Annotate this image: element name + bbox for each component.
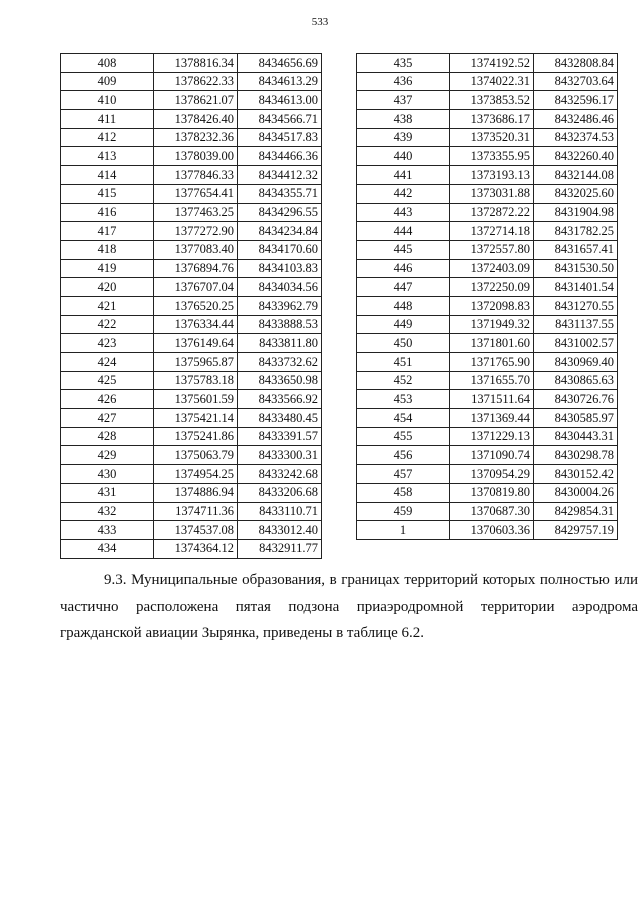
y-coordinate-cell: 8434566.71	[238, 110, 322, 129]
point-number-cell: 423	[61, 334, 154, 353]
x-coordinate-cell: 1370954.29	[450, 465, 534, 484]
table-row	[357, 315, 618, 334]
x-coordinate-cell: 1377272.90	[154, 222, 238, 241]
x-coordinate-cell: 1371655.70	[450, 371, 534, 390]
x-coordinate-cell: 1374364.12	[154, 539, 238, 558]
x-coordinate-cell: 1376707.04	[154, 278, 238, 297]
y-coordinate-cell: 8430152.42	[534, 465, 618, 484]
x-coordinate-cell: 1374537.08	[154, 521, 238, 540]
table-row	[357, 409, 618, 428]
y-coordinate-cell: 8433206.68	[238, 483, 322, 502]
table-row	[61, 222, 322, 241]
y-coordinate-cell: 8431904.98	[534, 203, 618, 222]
point-number-cell: 413	[61, 147, 154, 166]
page-number: 533	[311, 16, 329, 28]
table-row	[61, 296, 322, 315]
table-row	[357, 521, 618, 540]
table-row	[61, 371, 322, 390]
x-coordinate-cell: 1378426.40	[154, 110, 238, 129]
point-number-cell: 428	[61, 427, 154, 446]
y-coordinate-cell: 8430443.31	[534, 427, 618, 446]
y-coordinate-cell: 8434234.84	[238, 222, 322, 241]
point-number-cell: 452	[357, 371, 450, 390]
table-row	[61, 483, 322, 502]
point-number-cell: 1	[357, 521, 450, 540]
table-row	[61, 259, 322, 278]
x-coordinate-cell: 1371801.60	[450, 334, 534, 353]
x-coordinate-cell: 1373193.13	[450, 166, 534, 185]
table-row	[357, 502, 618, 521]
y-coordinate-cell: 8432025.60	[534, 184, 618, 203]
y-coordinate-cell: 8434034.56	[238, 278, 322, 297]
x-coordinate-cell: 1375965.87	[154, 353, 238, 372]
x-coordinate-cell: 1370687.30	[450, 502, 534, 521]
table-body	[357, 54, 618, 540]
point-number-cell: 410	[61, 91, 154, 110]
x-coordinate-cell: 1373853.52	[450, 91, 534, 110]
x-coordinate-cell: 1370819.80	[450, 483, 534, 502]
table-row	[357, 483, 618, 502]
y-coordinate-cell: 8434355.71	[238, 184, 322, 203]
table-body	[61, 54, 322, 559]
point-number-cell: 459	[357, 502, 450, 521]
table-row	[357, 353, 618, 372]
point-number-cell: 408	[61, 54, 154, 73]
table-row	[357, 147, 618, 166]
point-number-cell: 439	[357, 128, 450, 147]
point-number-cell: 440	[357, 147, 450, 166]
x-coordinate-cell: 1376520.25	[154, 296, 238, 315]
x-coordinate-cell: 1371511.64	[450, 390, 534, 409]
y-coordinate-cell: 8434103.83	[238, 259, 322, 278]
table-row	[61, 184, 322, 203]
table-row	[61, 240, 322, 259]
y-coordinate-cell: 8434613.29	[238, 72, 322, 91]
table-row	[357, 110, 618, 129]
table-row	[357, 184, 618, 203]
x-coordinate-cell: 1373031.88	[450, 184, 534, 203]
table-row	[357, 72, 618, 91]
y-coordinate-cell: 8432596.17	[534, 91, 618, 110]
table-row	[61, 465, 322, 484]
y-coordinate-cell: 8430585.97	[534, 409, 618, 428]
y-coordinate-cell: 8431657.41	[534, 240, 618, 259]
point-number-cell: 435	[357, 54, 450, 73]
coordinates-table-right	[356, 53, 618, 540]
x-coordinate-cell: 1378039.00	[154, 147, 238, 166]
x-coordinate-cell: 1374192.52	[450, 54, 534, 73]
y-coordinate-cell: 8432144.08	[534, 166, 618, 185]
y-coordinate-cell: 8434656.69	[238, 54, 322, 73]
x-coordinate-cell: 1372250.09	[450, 278, 534, 297]
x-coordinate-cell: 1372714.18	[450, 222, 534, 241]
point-number-cell: 437	[357, 91, 450, 110]
coordinates-table-left	[60, 53, 322, 559]
point-number-cell: 446	[357, 259, 450, 278]
x-coordinate-cell: 1377654.41	[154, 184, 238, 203]
point-number-cell: 448	[357, 296, 450, 315]
x-coordinate-cell: 1371765.90	[450, 353, 534, 372]
point-number-cell: 422	[61, 315, 154, 334]
point-number-cell: 415	[61, 184, 154, 203]
table-row	[357, 166, 618, 185]
point-number-cell: 449	[357, 315, 450, 334]
table-row	[61, 353, 322, 372]
point-number-cell: 455	[357, 427, 450, 446]
point-number-cell: 444	[357, 222, 450, 241]
y-coordinate-cell: 8434296.55	[238, 203, 322, 222]
table-row	[357, 371, 618, 390]
x-coordinate-cell: 1378622.33	[154, 72, 238, 91]
table-row	[61, 203, 322, 222]
table-row	[61, 315, 322, 334]
table-row	[357, 390, 618, 409]
x-coordinate-cell: 1377463.25	[154, 203, 238, 222]
x-coordinate-cell: 1373686.17	[450, 110, 534, 129]
x-coordinate-cell: 1378816.34	[154, 54, 238, 73]
y-coordinate-cell: 8431137.55	[534, 315, 618, 334]
x-coordinate-cell: 1372872.22	[450, 203, 534, 222]
paragraph-9-3: 9.3. Муниципальные образования, в границах территорий которых полностью или частично расположена пятая подзона приаэродромной территории аэродрома гражданской авиации Зырянка, приведены в таблице 6.2.	[60, 572, 638, 641]
y-coordinate-cell: 8431270.55	[534, 296, 618, 315]
y-coordinate-cell: 8431002.57	[534, 334, 618, 353]
table-row	[61, 166, 322, 185]
y-coordinate-cell: 8430298.78	[534, 446, 618, 465]
y-coordinate-cell: 8433962.79	[238, 296, 322, 315]
x-coordinate-cell: 1376894.76	[154, 259, 238, 278]
point-number-cell: 425	[61, 371, 154, 390]
x-coordinate-cell: 1374886.94	[154, 483, 238, 502]
point-number-cell: 447	[357, 278, 450, 297]
point-number-cell: 443	[357, 203, 450, 222]
x-coordinate-cell: 1371090.74	[450, 446, 534, 465]
y-coordinate-cell: 8433012.40	[238, 521, 322, 540]
table-row	[357, 296, 618, 315]
table-row	[61, 110, 322, 129]
y-coordinate-cell: 8432911.77	[238, 539, 322, 558]
x-coordinate-cell: 1375241.86	[154, 427, 238, 446]
table-row	[357, 334, 618, 353]
point-number-cell: 430	[61, 465, 154, 484]
y-coordinate-cell: 8433650.98	[238, 371, 322, 390]
point-number-cell: 457	[357, 465, 450, 484]
y-coordinate-cell: 8431530.50	[534, 259, 618, 278]
x-coordinate-cell: 1378621.07	[154, 91, 238, 110]
x-coordinate-cell: 1374954.25	[154, 465, 238, 484]
x-coordinate-cell: 1376149.64	[154, 334, 238, 353]
table-row	[61, 278, 322, 297]
point-number-cell: 436	[357, 72, 450, 91]
table-row	[357, 128, 618, 147]
x-coordinate-cell: 1374022.31	[450, 72, 534, 91]
y-coordinate-cell: 8432486.46	[534, 110, 618, 129]
x-coordinate-cell: 1377846.33	[154, 166, 238, 185]
y-coordinate-cell: 8433480.45	[238, 409, 322, 428]
point-number-cell: 409	[61, 72, 154, 91]
point-number-cell: 438	[357, 110, 450, 129]
point-number-cell: 412	[61, 128, 154, 147]
table-row	[61, 128, 322, 147]
point-number-cell: 418	[61, 240, 154, 259]
x-coordinate-cell: 1374711.36	[154, 502, 238, 521]
point-number-cell: 417	[61, 222, 154, 241]
y-coordinate-cell: 8431401.54	[534, 278, 618, 297]
y-coordinate-cell: 8433732.62	[238, 353, 322, 372]
y-coordinate-cell: 8431782.25	[534, 222, 618, 241]
x-coordinate-cell: 1370603.36	[450, 521, 534, 540]
y-coordinate-cell: 8434170.60	[238, 240, 322, 259]
point-number-cell: 432	[61, 502, 154, 521]
point-number-cell: 431	[61, 483, 154, 502]
point-number-cell: 421	[61, 296, 154, 315]
table-row	[61, 390, 322, 409]
y-coordinate-cell: 8434517.83	[238, 128, 322, 147]
y-coordinate-cell: 8434412.32	[238, 166, 322, 185]
x-coordinate-cell: 1371949.32	[450, 315, 534, 334]
point-number-cell: 441	[357, 166, 450, 185]
y-coordinate-cell: 8429854.31	[534, 502, 618, 521]
table-row	[61, 521, 322, 540]
y-coordinate-cell: 8434466.36	[238, 147, 322, 166]
x-coordinate-cell: 1373355.95	[450, 147, 534, 166]
point-number-cell: 414	[61, 166, 154, 185]
y-coordinate-cell: 8432808.84	[534, 54, 618, 73]
point-number-cell: 445	[357, 240, 450, 259]
table-row	[61, 409, 322, 428]
y-coordinate-cell: 8430726.76	[534, 390, 618, 409]
x-coordinate-cell: 1372557.80	[450, 240, 534, 259]
point-number-cell: 453	[357, 390, 450, 409]
x-coordinate-cell: 1375783.18	[154, 371, 238, 390]
y-coordinate-cell: 8433566.92	[238, 390, 322, 409]
point-number-cell: 416	[61, 203, 154, 222]
point-number-cell: 456	[357, 446, 450, 465]
table-row	[357, 203, 618, 222]
point-number-cell: 458	[357, 483, 450, 502]
point-number-cell: 433	[61, 521, 154, 540]
x-coordinate-cell: 1376334.44	[154, 315, 238, 334]
y-coordinate-cell: 8430865.63	[534, 371, 618, 390]
point-number-cell: 424	[61, 353, 154, 372]
point-number-cell: 442	[357, 184, 450, 203]
x-coordinate-cell: 1371369.44	[450, 409, 534, 428]
y-coordinate-cell: 8430004.26	[534, 483, 618, 502]
x-coordinate-cell: 1371229.13	[450, 427, 534, 446]
y-coordinate-cell: 8433300.31	[238, 446, 322, 465]
x-coordinate-cell: 1375601.59	[154, 390, 238, 409]
table-row	[61, 502, 322, 521]
y-coordinate-cell: 8433811.80	[238, 334, 322, 353]
point-number-cell: 429	[61, 446, 154, 465]
table-row	[61, 334, 322, 353]
y-coordinate-cell: 8433888.53	[238, 315, 322, 334]
table-row	[61, 427, 322, 446]
y-coordinate-cell: 8432703.64	[534, 72, 618, 91]
y-coordinate-cell: 8433242.68	[238, 465, 322, 484]
table-row	[61, 539, 322, 558]
table-row	[61, 54, 322, 73]
table-row	[357, 222, 618, 241]
y-coordinate-cell: 8434613.00	[238, 91, 322, 110]
x-coordinate-cell: 1373520.31	[450, 128, 534, 147]
table-row	[357, 240, 618, 259]
x-coordinate-cell: 1375421.14	[154, 409, 238, 428]
point-number-cell: 454	[357, 409, 450, 428]
y-coordinate-cell: 8433391.57	[238, 427, 322, 446]
x-coordinate-cell: 1375063.79	[154, 446, 238, 465]
point-number-cell: 434	[61, 539, 154, 558]
table-row	[61, 147, 322, 166]
table-row	[357, 54, 618, 73]
point-number-cell: 426	[61, 390, 154, 409]
point-number-cell: 427	[61, 409, 154, 428]
y-coordinate-cell: 8432260.40	[534, 147, 618, 166]
point-number-cell: 420	[61, 278, 154, 297]
point-number-cell: 411	[61, 110, 154, 129]
table-row	[61, 446, 322, 465]
table-row	[357, 427, 618, 446]
table-row	[357, 91, 618, 110]
x-coordinate-cell: 1372403.09	[450, 259, 534, 278]
point-number-cell: 451	[357, 353, 450, 372]
point-number-cell: 450	[357, 334, 450, 353]
y-coordinate-cell: 8433110.71	[238, 502, 322, 521]
table-row	[357, 278, 618, 297]
y-coordinate-cell: 8429757.19	[534, 521, 618, 540]
x-coordinate-cell: 1377083.40	[154, 240, 238, 259]
table-row	[61, 72, 322, 91]
point-number-cell: 419	[61, 259, 154, 278]
table-row	[357, 259, 618, 278]
y-coordinate-cell: 8432374.53	[534, 128, 618, 147]
x-coordinate-cell: 1372098.83	[450, 296, 534, 315]
table-row	[357, 446, 618, 465]
x-coordinate-cell: 1378232.36	[154, 128, 238, 147]
table-row	[61, 91, 322, 110]
table-row	[357, 465, 618, 484]
y-coordinate-cell: 8430969.40	[534, 353, 618, 372]
